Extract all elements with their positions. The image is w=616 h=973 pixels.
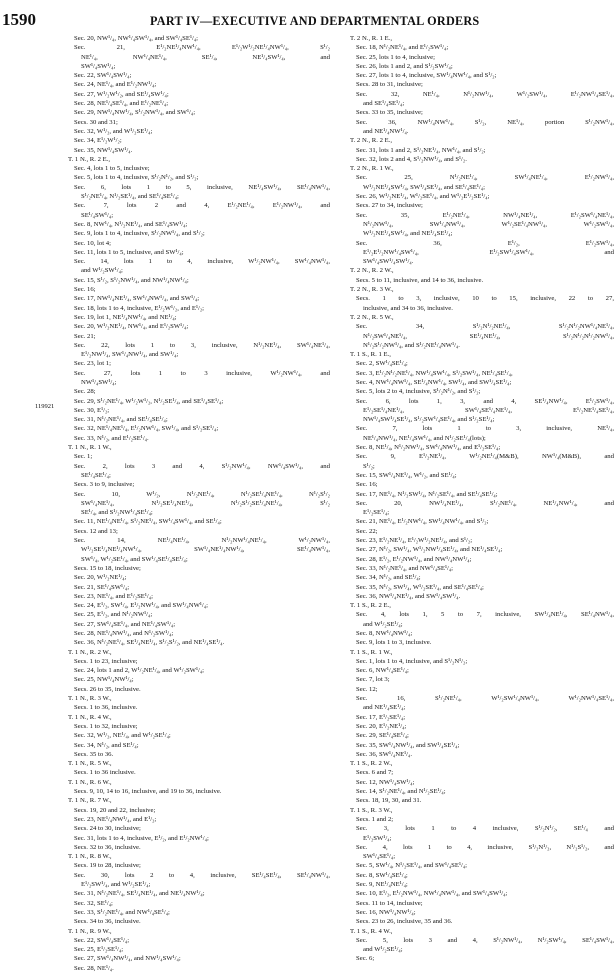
legal-description-line: Secs. 9, 10, 14 to 16, inclusive, and 19 to 36, inclusive.	[74, 788, 222, 796]
legal-description-line: Sec. 23, NE¹/₄NW¹/₄, and E¹/₂;	[74, 815, 157, 823]
right-column	[350, 34, 614, 964]
legal-description-line: Sec. 23, lot 1;	[74, 360, 111, 368]
legal-description-line: and W¹/₂SE¹/₄;	[363, 620, 403, 628]
legal-description-line: Sec. 36, SW¹/₄NE¹/₄.	[356, 750, 413, 758]
legal-description-line: Sec. 28, NE¹/₄SE¹/₄, and E¹/₂NE¹/₄;	[74, 100, 169, 108]
legal-description-line: Secs. 12 and 13;	[74, 527, 118, 535]
township-heading: T. 1 N., R. 3 W.,	[68, 695, 112, 703]
legal-description-line: Sec. 21, NE¹/₄, E¹/₂NW¹/₄, SW¹/₄NW¹/₄, and S¹/₂;	[356, 518, 489, 526]
legal-description-line: Sec. 35, NW¹/₄SW¹/₄.	[74, 146, 133, 154]
legal-description-line: Sec. 24, NE¹/₄, and E¹/₂NW¹/₄;	[74, 81, 157, 89]
legal-description-line: Sec. 4, lots 1, 5 to 7, inclusive, SW¹/₄NE¹/₄, SE¹/₄NW¹/₄,	[356, 611, 614, 619]
legal-description-line: W¹/₂SE¹/₄NE¹/₄NW¹/₄, SW¹/₄NE¹/₄NW¹/₄, SE¹/₄NW¹/₄,	[81, 546, 330, 554]
legal-description-line: Sec. 21, SE¹/₄SW¹/₄;	[74, 583, 130, 591]
legal-description-line: Sec. 26, lots 1 and 2, and S¹/₂SW¹/₄;	[356, 62, 453, 70]
legal-description-line: Sec. 20, W¹/₂NE¹/₄, NW¹/₄, and E¹/₂SW¹/₄;	[74, 323, 189, 331]
legal-description-line: Sec. 22, SW¹/₄SW¹/₄;	[74, 72, 132, 80]
legal-description-line: Sec. 34, E¹/₂W¹/₂;	[74, 137, 122, 145]
legal-description-line: Sec. 28;	[74, 388, 96, 396]
legal-description-line: Secs. 19 to 28, inclusive;	[74, 862, 141, 870]
township-heading: T. 1 S., R. 2 W.,	[350, 760, 393, 768]
legal-description-line: Sec. 16, S¹/₂NE¹/₄, W¹/₂SW¹/₄NW¹/₄, W¹/₂NW¹/₄SE¹/₄,	[356, 695, 614, 703]
legal-description-line: SE¹/₄, and S¹/₂NW¹/₄SE¹/₄;	[81, 509, 153, 517]
township-heading: T. 1 N., R. 2 W.,	[68, 648, 112, 656]
legal-description-line: Sec. 6, NW¹/₄SE¹/₄;	[356, 667, 409, 675]
township-heading: T. 1 S., R. 3 W.,	[350, 806, 393, 814]
page-number: 1590	[2, 10, 36, 29]
legal-description-line: Sec. 24, lots 1 and 2, W¹/₂NE¹/₄, and W¹/₂SW¹/₄;	[74, 667, 205, 675]
legal-description-line: Sec. 2, SW¹/₄SE¹/₄;	[356, 360, 408, 368]
legal-description-line: Sec. 20, E¹/₂NE¹/₄;	[356, 722, 407, 730]
legal-description-line: NW¹/₄SW¹/₄SE¹/₄, S¹/₂SW¹/₄SE¹/₄, and S¹/₂SE¹/₄;	[363, 416, 495, 424]
legal-description-line: W¹/₂NE¹/₄SW¹/₄, and NE¹/₄SE¹/₄;	[363, 230, 453, 238]
legal-description-line: Sec. 17, NE¹/₄, N¹/₂SW¹/₄, N¹/₂SE¹/₄, and SE¹/₄SE¹/₄;	[356, 490, 498, 498]
township-heading: T. 2 N., R. 5 W.,	[350, 313, 394, 321]
legal-description-line: Sec. 8, NW¹/₄NW¹/₄;	[356, 630, 413, 637]
left-column	[68, 34, 330, 973]
legal-description-line: Sec. 10, W¹/₂, N¹/₂NE¹/₄, N¹/₂SE¹/₄NE¹/₄, N¹/₂S¹/₂	[74, 490, 330, 498]
legal-description-line: Sec. 8, NW¹/₄, N¹/₂NE¹/₄, and SE¹/₄SW¹/₄;	[74, 220, 188, 228]
legal-description-line: Sec. 9, lots 1 to 4, inclusive, S¹/₂NW¹/₄, and S¹/₂;	[74, 230, 205, 238]
legal-description-line: Sec. 22, SW¹/₄SE¹/₄;	[74, 936, 130, 944]
legal-description-line: Sec. 16;	[356, 481, 378, 489]
legal-description-line: Sec. 26, W¹/₂NE¹/₄, W¹/₂SE¹/₄, and W¹/₂E¹/₂SE¹/₄;	[356, 193, 490, 201]
legal-description-line: Sec. 19, lot 1, NE¹/₄NW¹/₄, and NE¹/₄;	[74, 313, 177, 321]
legal-description-line: E¹/₂SE¹/₄NE¹/₄, SW¹/₄SE¹/₄NE¹/₄, E¹/₂NE¹/₄SE¹/₄,	[363, 406, 614, 414]
legal-description-line: Secs. 1 to 23, inclusive;	[74, 657, 138, 665]
legal-description-line: Sec. 31, lots 1 to 4, inclusive, E¹/₂, and E¹/₂NW¹/₄;	[74, 834, 209, 842]
legal-description-line: Sec. 29, NW¹/₄NW¹/₄, S¹/₂NW¹/₄, and SW¹/₄;	[74, 109, 196, 117]
legal-description-line: Sec. 9, NE¹/₄NE¹/₄;	[356, 881, 408, 889]
legal-description-line: Sec. 31, lots 1 and 2, S¹/₂NE¹/₄, NW¹/₄, and S¹/₂;	[356, 146, 486, 154]
legal-description-line: inclusive, and 34 to 36, inclusive.	[363, 304, 453, 312]
township-heading: T. 1 N., R. 7 W.,	[68, 797, 112, 805]
legal-description-line: E¹/₂SE¹/₄;	[363, 509, 390, 517]
legal-description-line: Sec. 33, N¹/₂NE¹/₄, and NW¹/₄SE¹/₄;	[356, 564, 454, 572]
legal-description-line: Sec. 24, E¹/₂, SW¹/₄, E¹/₂NW¹/₄, and SW¹/₄NW¹/₄;	[74, 602, 208, 610]
legal-description-line: N¹/₂S¹/₂NW¹/₄, and S¹/₂NE¹/₄NW¹/₄.	[363, 341, 460, 349]
legal-description-line: Sec. 35, N¹/₂, SW¹/₄, W¹/₂SE¹/₄, and SE¹/₄SE¹/₄;	[356, 583, 484, 591]
legal-description-line: Secs. 26 to 35, inclusive.	[74, 685, 141, 693]
legal-description-line: Sec. 14, lots 1 to 4, inclusive, W¹/₂NW¹/₄, SW¹/₄NW¹/₄,	[74, 258, 330, 266]
legal-description-line: Sec. 15, S¹/₂, S¹/₂NW¹/₄, and NW¹/₄NW¹/₄;	[74, 276, 189, 284]
legal-description-line: Sec. 32, NE¹/₄, N¹/₂NW¹/₄, W¹/₂SW¹/₄, E¹/₂NW¹/₄SE¹/₄,	[356, 90, 614, 98]
legal-description-line: Sec. 16, NW¹/₄NW¹/₄;	[356, 908, 416, 916]
legal-description-line: Sec. 6, lots 1 to 5, inclusive, NE¹/₄SW¹/₄, SE¹/₄NW¹/₄,	[74, 183, 330, 191]
legal-description-line: Sec. 3, lots 1 to 4 inclusive, S¹/₂N¹/₂, SE¹/₄ and	[356, 825, 614, 833]
legal-description-line: Secs. 33 to 35, inclusive;	[356, 109, 423, 117]
legal-description-line: Sec. 32, W¹/₂, and W¹/₂SE¹/₄;	[74, 127, 153, 135]
legal-description-line: Sec. 27, lots 1 to 4, inclusive, SW¹/₄NW¹/₄, and S¹/₂;	[356, 72, 497, 80]
legal-description-line: SW¹/₄, W¹/₂SE¹/₄, and SW¹/₄SE¹/₄SE¹/₄;	[81, 555, 188, 563]
legal-description-line: Sec. 10, lot 4;	[74, 239, 111, 247]
township-heading: T. 1 N., R. 1 W.,	[68, 444, 112, 452]
legal-description-line: Sec. 33, N¹/₂, and E¹/₂SE¹/₄.	[74, 434, 149, 442]
legal-description-line: Secs. 5 to 11, inclusive, and 14 to 36, inclusive.	[356, 276, 484, 284]
legal-description-line: E¹/₂E¹/₂NW¹/₄SW¹/₄, E¹/₂SW¹/₄SW¹/₄, and	[363, 248, 614, 256]
legal-description-line: Sec. 18, N¹/₂NE¹/₄, and E¹/₂SW¹/₄;	[356, 44, 449, 52]
township-heading: T. 1 N., R. 9 W.,	[68, 927, 112, 935]
legal-description-line: Sec. 31, N¹/₂NE¹/₄, and SE¹/₄SE¹/₄;	[74, 416, 168, 424]
legal-description-line: Sec. 27, N¹/₂, SW¹/₄, W¹/₂NW¹/₄SE¹/₄, and NE¹/₄SE¹/₄;	[356, 546, 503, 554]
legal-description-line: and NE¹/₄SE¹/₄;	[363, 704, 406, 712]
township-heading: T. 1 S., R. 4 W.,	[350, 927, 393, 935]
legal-description-line: Sec. 23, NE¹/₄, and E¹/₂SE¹/₄;	[74, 592, 153, 600]
legal-description-line: Sec. 4, lots 1 to 5, inclusive;	[74, 165, 150, 173]
legal-description-line: Sec. 12, NW¹/₄SW¹/₄;	[356, 778, 415, 786]
legal-description-line: E¹/₂SW¹/₄;	[363, 834, 392, 842]
legal-description-line: Sec. 34, N¹/₂, and SE¹/₄;	[74, 741, 139, 749]
legal-description-line: Sec. 7, lots 2 and 4, E¹/₂NE¹/₄, E¹/₂NW¹/₄, and	[74, 202, 330, 210]
legal-description-line: Sec. 14, NE¹/₄NE¹/₄, N¹/₂NW¹/₄NE¹/₄, W¹/₂NW¹/₄,	[74, 537, 330, 545]
legal-description-line: Sec. 30, E¹/₂;	[74, 406, 110, 414]
legal-description-line: W¹/₂NE¹/₄SW¹/₄, SW¹/₄SE¹/₄, and SE¹/₄SE¹/₄;	[363, 183, 485, 191]
legal-description-line: SW¹/₄SW¹/₄SW¹/₄.	[363, 258, 414, 266]
legal-description-line: Sec. 9, lots 1 to 3, inclusive.	[356, 639, 432, 647]
legal-description-line: Secs. 35 to 36.	[74, 750, 114, 758]
legal-description-line: Sec. 16;	[74, 286, 96, 294]
legal-description-line: Secs. 1 to 36 inclusive.	[74, 769, 136, 777]
legal-description-line: Sec. 8, SW¹/₄SE¹/₄;	[356, 871, 408, 879]
legal-description-line: Sec. 27, lots 1 to 3 inclusive, W¹/₂NW¹/₄, and	[74, 369, 330, 377]
legal-description-line: Secs. 1 and 2;	[356, 815, 394, 823]
legal-description-line: and W¹/₂SW¹/₄;	[81, 267, 123, 275]
township-heading: T. 2 N., R. 3 W.,	[350, 286, 394, 294]
legal-description-line: Secs. 28 to 31, inclusive;	[356, 81, 423, 89]
legal-description-line: Sec. 11, lots 1 to 5, inclusive, and SW¹/₄;	[74, 248, 184, 256]
legal-description-line: NE¹/₄NW¹/₄, NE¹/₄SW¹/₄, and N¹/₂SE¹/₄(lots);	[363, 434, 486, 442]
legal-description-line: Sec. 28, NE¹/₄NW¹/₄, and N¹/₂SW¹/₄;	[74, 630, 174, 637]
legal-description-line: Secs. 1 to 36, inclusive.	[74, 704, 138, 712]
legal-description-line: Sec. 32, NE¹/₄NE¹/₄, E¹/₂NW¹/₄, SW¹/₄, and S¹/₂SE¹/₄;	[74, 425, 219, 433]
legal-description-line: Sec. 6;	[356, 955, 375, 963]
legal-description-line: Sec. 1, lots 1 to 4, inclusive, and S¹/₂N¹/₂;	[356, 657, 468, 665]
legal-description-line: NW¹/₄SW¹/₄;	[81, 378, 117, 386]
legal-description-line: Secs. 34 to 36, inclusive.	[74, 918, 141, 926]
legal-description-line: and SE¹/₄SE¹/₄;	[363, 100, 405, 108]
legal-description-line: Sec. 20, NW¹/₄NE¹/₄, S¹/₂NE¹/₄, NE¹/₄NW¹/₄, and	[356, 499, 614, 507]
legal-description-line: SW¹/₄SW¹/₄;	[81, 62, 116, 70]
legal-description-line: Sec. 27, SW¹/₄NW¹/₄, and NW¹/₄SW¹/₄;	[74, 955, 181, 963]
legal-description-line: Secs. 18, 19, 30, and 31.	[356, 797, 422, 805]
legal-description-line: Sec. 32, W¹/₂, NE¹/₄, and W¹/₂SE¹/₄;	[74, 732, 171, 740]
township-heading: T. 2 N., R. 1 W.,	[350, 165, 394, 173]
legal-description-line: Sec. 36, N¹/₂NE¹/₄, SE¹/₄NE¹/₄, S¹/₂S¹/₂, and NE¹/₄SE¹/₄.	[74, 639, 225, 647]
legal-description-line: Sec. 25, E¹/₂SE¹/₄;	[74, 946, 124, 954]
legal-description-line: Secs. 24 to 30, inclusive;	[74, 825, 141, 833]
legal-description-line: Sec. 34, S¹/₂N¹/₂NE¹/₄, S¹/₂N¹/₂NW¹/₄NE¹/₄,	[356, 323, 614, 331]
legal-description-line: Secs. 6 and 7;	[356, 769, 394, 777]
running-head: PART IV—EXECUTIVE AND DEPARTMENTAL ORDERS	[150, 14, 480, 28]
legal-description-line: Secs. 30 and 31;	[74, 118, 118, 126]
legal-description-line: Sec. 5, SW¹/₄, N¹/₂SE¹/₄, and SW¹/₄SE¹/₄;	[356, 862, 468, 870]
legal-description-line: Sec. 10, E¹/₂, E¹/₂NW¹/₄, NW¹/₄NW¹/₄, and SW¹/₄SW¹/₄;	[356, 890, 508, 898]
legal-description-line: Sec. 4, NW¹/₄NW¹/₄, SE¹/₄NW¹/₄, SW¹/₄, and SW¹/₄SE¹/₄;	[356, 378, 512, 386]
legal-description-line: Sec. 25, lots 1 to 4, inclusive;	[356, 53, 435, 61]
legal-description-line: Secs. 1 to 32, inclusive;	[74, 722, 138, 730]
township-heading: T. 1 S., R. 2 E.,	[350, 602, 391, 610]
legal-description-line: Sec. 17, NW¹/₄NE¹/₄, SW¹/₄NW¹/₄, and SW¹/₄;	[74, 295, 200, 303]
legal-description-line: Sec. 35, E¹/₂NE¹/₄, NW¹/₄NE¹/₄, E¹/₂SW¹/₄NE¹/₄,	[356, 211, 614, 219]
legal-description-line: Sec. 25, N¹/₂NE¹/₄, SW¹/₄NE¹/₄, E¹/₂NW¹/₄,	[356, 174, 614, 182]
legal-description-line: Sec. 1;	[74, 453, 93, 461]
legal-description-line: Sec. 23, E¹/₂NE¹/₄, E¹/₂W¹/₂NE¹/₄, and S¹/₂;	[356, 537, 473, 545]
legal-description-line: E¹/₂SW¹/₄, and W¹/₂SE¹/₄;	[81, 881, 151, 889]
legal-description-line: Sec. 12;	[356, 685, 378, 693]
legal-description-line: Sec. 36, E¹/₂, E¹/₂SW¹/₄,	[356, 239, 614, 247]
legal-description-line: Sec. 36, NW¹/₄NW¹/₄, S¹/₂, NE¹/₄, portion S¹/₂NW¹/₄,	[356, 118, 614, 126]
legal-description-line: Sec. 36, NW¹/₄NE¹/₄, and SW¹/₄SW¹/₄.	[356, 592, 461, 600]
legal-description-line: Sec. 29, SE¹/₄SE¹/₄;	[356, 732, 409, 740]
township-heading: T. 2 N., R. 2 W.,	[350, 267, 394, 275]
legal-description-line: Sec. 32, SE¹/₄;	[74, 899, 113, 907]
legal-description-line: Secs. 27 to 34, inclusive;	[356, 202, 423, 210]
legal-description-line: Sec. 2, lots 3 and 4, S¹/₂NW¹/₄, NW¹/₄SW¹/₄, and	[74, 462, 330, 470]
legal-description-line: and W¹/₂SE¹/₄;	[363, 946, 403, 954]
legal-description-line: Sec. 5, lots 3 and 4, S¹/₂NW¹/₄, N¹/₂SW¹/₄, SE¹/₄SW¹/₄,	[356, 936, 614, 944]
legal-description-line: Sec. 30, lots 2 to 4, inclusive, SE¹/₄SE¹/₄, SE¹/₄NW¹/₄,	[74, 871, 330, 879]
legal-description-line: NE¹/₄, NW¹/₄NE¹/₄, SE¹/₄, NE¹/₄SW¹/₄, and	[81, 53, 330, 61]
legal-description-line: Secs. 23 to 26, inclusive, 35 and 36.	[356, 918, 453, 926]
legal-description-line: SE¹/₄SE¹/₄;	[81, 471, 111, 479]
legal-description-line: Sec. 28, NE¹/₄.	[74, 964, 114, 972]
legal-description-line: Sec. 6, lots 1, 3, and 4, SE¹/₄NW¹/₄, E¹/₂SW¹/₄,	[356, 397, 614, 405]
legal-description-line: Sec. 20, W¹/₂NE¹/₄;	[74, 574, 127, 582]
legal-description-line: Sec. 7, lot 3;	[356, 676, 390, 684]
township-heading: T. 1 N., R. 6 W.,	[68, 778, 112, 786]
legal-description-line: Sec. 4, lots 1 to 4, inclusive, S¹/₂N¹/₂, N¹/₂S¹/₂, and	[356, 843, 614, 851]
legal-description-line: Secs. 3 to 9, inclusive;	[74, 481, 135, 489]
legal-description-line: Secs. 11 to 14, inclusive;	[356, 899, 423, 907]
legal-description-line: Sec. 27, W¹/₂W¹/₂, and SE¹/₄SW¹/₄;	[74, 90, 169, 98]
legal-description-line: Sec. 22;	[356, 527, 378, 535]
legal-description-line: Sec. 31, N¹/₂NE¹/₄, SE¹/₄NE¹/₄, and NE¹/₄NW¹/₄;	[74, 890, 205, 898]
legal-description-line: Sec. 20, NW¹/₄, NW¹/₄SW¹/₄, and SW¹/₄SE¹/₄;	[74, 35, 199, 42]
township-heading: T. 1 N., R. 2 E.,	[68, 155, 111, 163]
legal-description-line: SE¹/₄SW¹/₄;	[81, 211, 114, 219]
legal-description-line: Sec. 21;	[74, 332, 96, 340]
township-heading: T. 2 N., R. 1 E.,	[350, 35, 393, 42]
legal-description-line: E¹/₂NW¹/₄, SW¹/₄NW¹/₄, and SW¹/₄;	[81, 351, 179, 359]
legal-description-line: Sec. 9, E¹/₂NE¹/₄, W¹/₂NE¹/₄(M&B), NW¹/₄(M&B), and	[356, 453, 614, 461]
township-heading: T. 1 N., R. 4 W.,	[68, 713, 112, 721]
township-heading: T. 1 N., R. 8 W.,	[68, 853, 112, 861]
legal-description-line: SW¹/₄NE¹/₄, N¹/₂SE¹/₄NE¹/₄, N¹/₂S¹/₂SE¹/₄NE¹/₄, S¹/₂	[81, 499, 330, 507]
legal-description-line: Sec. 18, lots 1 to 4, inclusive, E¹/₂W¹/₂, and E¹/₂;	[74, 304, 205, 312]
legal-description-line: Sec. 15, SW¹/₄NE¹/₄, W¹/₂, and SE¹/₄;	[356, 471, 457, 479]
legal-description-line: Sec. 21, E¹/₂NE¹/₄NW¹/₄, E¹/₂W¹/₂NE¹/₄NW¹/₄, S¹/₂	[74, 44, 330, 52]
legal-description-line: Sec. 34, N¹/₂, and SE¹/₄;	[356, 574, 421, 582]
legal-description-line: Sec. 14, S¹/₂NE¹/₄, and N¹/₂SE¹/₄;	[356, 788, 446, 796]
legal-description-line: Secs. 32 to 36, inclusive.	[74, 843, 141, 851]
legal-description-line: Sec. 32, lots 2 and 4, S¹/₂NW¹/₄, and S¹/₂.	[356, 155, 467, 163]
legal-description-line: Secs. 1 to 3, inclusive, 10 to 15, inclusive, 22 to 27,	[356, 295, 614, 303]
township-heading: T. 1 N., R. 5 W.,	[68, 760, 112, 768]
legal-description-line: Sec. 22, lots 1 to 3, inclusive, N¹/₂NE¹/₄, SW¹/₄NE¹/₄,	[74, 341, 330, 349]
legal-description-line: Sec. 25, NW¹/₄NW¹/₄;	[74, 676, 134, 684]
legal-description-line: Sec. 28, E¹/₂, E¹/₂NW¹/₄, and NW¹/₄NW¹/₄;	[356, 555, 472, 563]
legal-description-line: Secs. 19, 20 and 22, inclusive;	[74, 806, 156, 814]
legal-description-line: Sec. 35, SW¹/₄NW¹/₄, and SW¹/₄SE¹/₄;	[356, 741, 460, 749]
legal-description-line: SW¹/₄SE¹/₄;	[363, 853, 396, 861]
legal-description-line: Sec. 25, E¹/₂, and N¹/₂NW¹/₄;	[74, 611, 153, 619]
margin-note: 119921	[35, 403, 55, 410]
legal-description-line: Secs. 15 to 18, inclusive;	[74, 564, 141, 572]
legal-description-line: Sec. 3, E¹/₂N¹/₂NE¹/₄, NW¹/₄SW¹/₄, S¹/₂SW¹/₄, NE¹/₄SE¹/₄,	[356, 369, 513, 377]
legal-description-line: Sec. 7, lots 1 to 3, inclusive, NE¹/₄,	[356, 425, 614, 433]
legal-description-line: Sec. 11, NE¹/₄NE¹/₄, S¹/₂NE¹/₄, SW¹/₄SW¹/₄, and SE¹/₄;	[74, 518, 222, 526]
legal-description-line: Sec. 5, lots 2 to 4, inclusive, S¹/₂N¹/₂, and S¹/₂;	[356, 388, 481, 396]
township-heading: T. 1 S., R. 1 W.,	[350, 648, 393, 656]
legal-description-line: Sec. 5, lots 1 to 4, inclusive, S¹/₂N¹/₂, and S¹/₂;	[74, 174, 199, 182]
legal-description-line: N¹/₂SW¹/₄NE¹/₄, SE¹/₄NE¹/₄, S¹/₂N¹/₂N¹/₂NW¹/₄,	[363, 332, 614, 340]
legal-description-line: Sec. 8, NE¹/₄, N¹/₂NW¹/₄, SW¹/₄NW¹/₄, and E¹/₂SE¹/₄;	[356, 444, 501, 452]
township-heading: T. 1 S., R. 1 E.,	[350, 351, 391, 359]
township-heading: T. 2 N., R. 2 E.,	[350, 137, 393, 145]
legal-description-line: Sec. 29, S¹/₂NE¹/₄, W¹/₂W¹/₂, N¹/₂SE¹/₄, and SE¹/₄SE¹/₄;	[74, 397, 224, 405]
legal-description-line: S¹/₂NE¹/₄, N¹/₂SE¹/₄, and SE¹/₄SE¹/₄;	[81, 193, 179, 201]
legal-description-line: Sec. 33, S¹/₂NE¹/₄, and NW¹/₄SE¹/₄;	[74, 908, 170, 916]
legal-description-line: and NE¹/₄NW¹/₄.	[363, 127, 409, 135]
legal-description-line: N¹/₂NW¹/₄, SW¹/₄NW¹/₄, W¹/₂SE¹/₄NW¹/₄, W¹/₂SW¹/₄,	[363, 220, 614, 228]
legal-description-line: Sec. 27, SW¹/₄SE¹/₄, and NE¹/₄SW¹/₄;	[74, 620, 176, 628]
legal-description-line: S¹/₂;	[363, 462, 375, 470]
legal-description-line: Sec. 17, E¹/₂SE¹/₄;	[356, 713, 406, 721]
